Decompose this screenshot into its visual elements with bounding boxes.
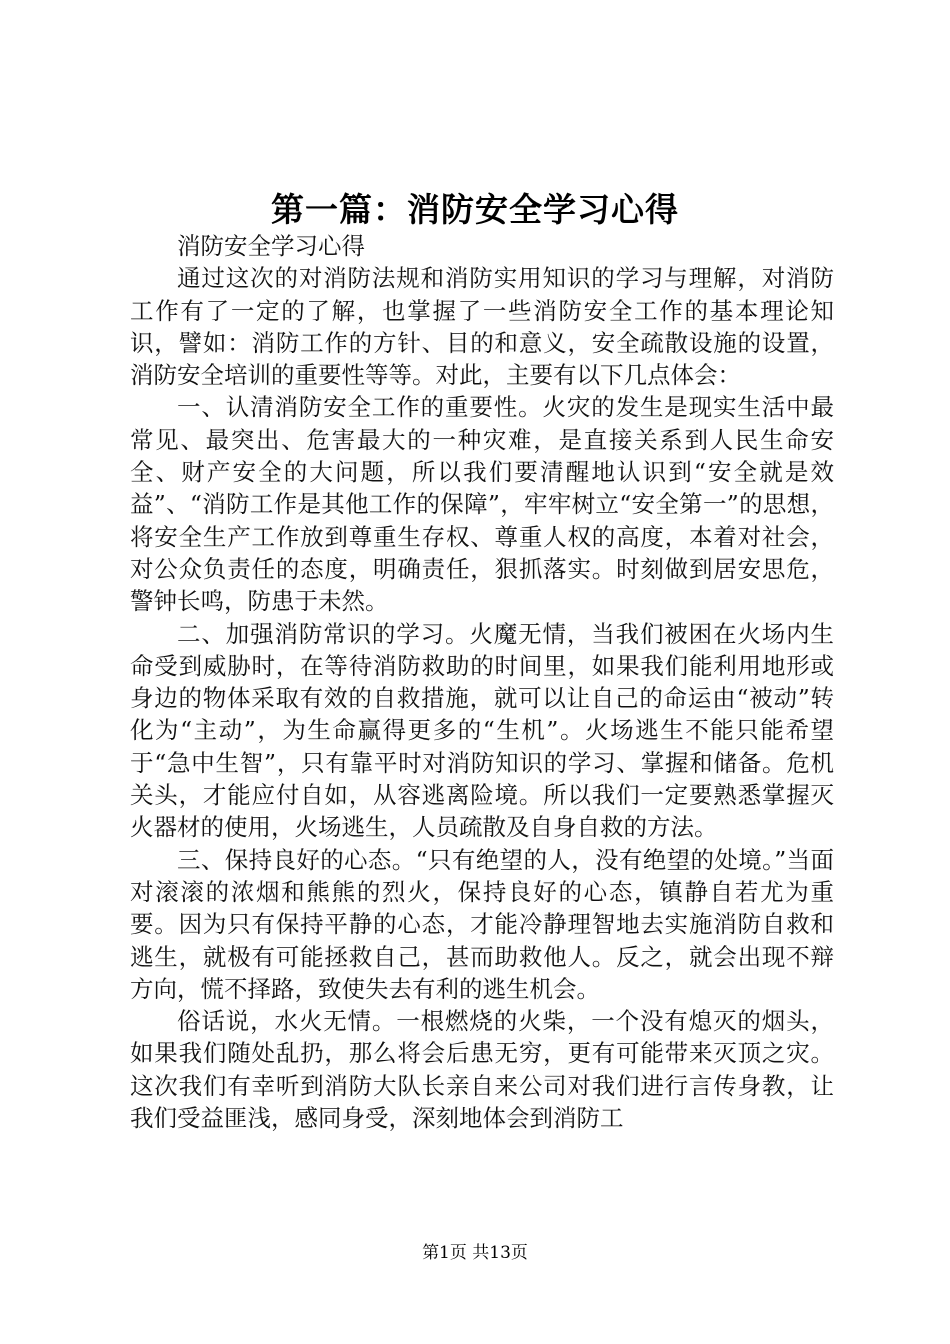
paragraph-point-three: 三、保持良好的心态。“只有绝望的人，没有绝望的处境。”当面对滚滚的浓烟和熊熊的烈火，保持良好的心态，镇静自若尤为重要。因为只有保持平静的心态，才能冷静理智地去实施消防自救和逃生，就极有可能拯救自己，甚而助救他人。反之，就会出现不辩方向，慌不择路，致使失去有利的逃生机会。 (130, 845, 834, 1003)
paragraph-point-one: 一、认清消防安全工作的重要性。火灾的发生是现实生活中最常见、最突出、危害最大的一种灾难，是直接关系到人民生命安全、财产安全的大问题，所以我们要清醒地认识到“安全就是效益”、“消防工作是其他工作的保障”，牢牢树立“安全第一”的思想，将安全生产工作放到尊重生存权、尊重人权的高度，本着对社会，对公众负责任的态度，明确责任，狠抓落实。时刻做到居安思危，警钟长鸣，防患于未然。 (130, 393, 834, 616)
page-number-footer: 第1页 共13页 (422, 1243, 528, 1263)
paragraph-proverb: 俗话说，水火无情。一根燃烧的火柴，一个没有熄灭的烟头，如果我们随处乱扔，那么将会后患无穷，更有可能带来灭顶之灾。这次我们有幸听到消防大队长亲自来公司对我们进行言传身教，让我们受益匪浅，感同身受，深刻地体会到消防工 (130, 1007, 834, 1133)
paragraph-intro: 通过这次的对消防法规和消防实用知识的学习与理解，对消防工作有了一定的了解，也掌握了一些消防安全工作的基本理论知识，譬如：消防工作的方针、目的和意义，安全疏散设施的设置，消防安全培训的重要性等等。对此，主要有以下几点体会： (130, 264, 834, 390)
paragraph-point-two: 二、加强消防常识的学习。火魔无情，当我们被困在火场内生命受到威胁时，在等待消防救助的时间里，如果我们能利用地形或身边的物体采取有效的自救措施，就可以让自己的命运由“被动”转化为“主动”，为生命赢得更多的“生机”。火场逃生不能只能希望于“急中生智”，只有靠平时对消防知识的学习、掌握和储备。危机关头，才能应付自如，从容逃离险境。所以我们一定要熟悉掌握灭火器材的使用，火场逃生，人员疏散及自身自救的方法。 (130, 619, 834, 842)
document-body (130, 230, 834, 1134)
document-subtitle: 消防安全学习心得 (177, 232, 365, 260)
document-title: 第一篇：消防安全学习心得 (271, 190, 679, 229)
